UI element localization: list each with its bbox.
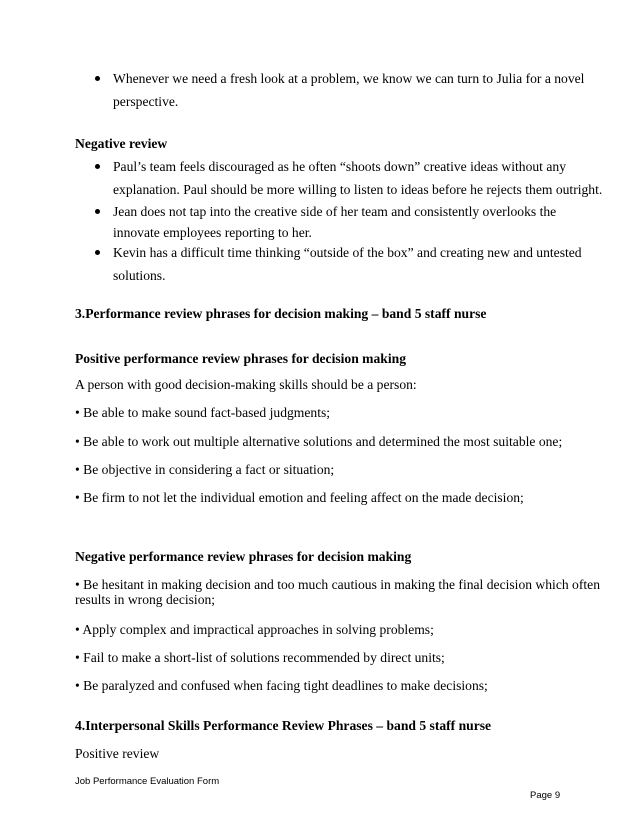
subsection-heading: Negative performance review phrases for decision making [75, 549, 412, 564]
bullet-text: Paul’s team feels discouraged as he often “shoots down” creative ideas without any [113, 159, 566, 174]
list-item: • Fail to make a short-list of solutions recommended by direct units; [75, 650, 445, 665]
bullet-icon [95, 164, 100, 169]
footer-page-number: Page 9 [530, 790, 561, 801]
bullet-text: Kevin has a difficult time thinking “outside of the box” and creating new and untested [113, 245, 582, 260]
subsection-heading: Positive performance review phrases for decision making [75, 351, 406, 366]
list-item: • Be firm to not let the individual emotion and feeling affect on the made decision; [75, 490, 524, 505]
section-heading: 4.Interpersonal Skills Performance Review Phrases – band 5 staff nurse [75, 718, 492, 733]
list-item: • Be able to make sound fact-based judgments; [75, 405, 331, 420]
list-item: results in wrong decision; [75, 592, 216, 607]
bullet-icon [95, 209, 100, 214]
bullet-text: perspective. [113, 94, 179, 109]
section-heading: 3.Performance review phrases for decision making – band 5 staff nurse [75, 306, 487, 321]
bullet-text: Jean does not tap into the creative side of her team and consistently overlooks the [113, 204, 557, 219]
bullet-icon [95, 250, 100, 255]
bullet-text: innovate employees reporting to her. [113, 225, 312, 240]
list-item: • Apply complex and impractical approaches in solving problems; [75, 622, 434, 637]
section-heading: Negative review [75, 136, 168, 151]
bullet-text: solutions. [113, 268, 166, 283]
paragraph: Positive review [75, 746, 160, 761]
bullet-icon [95, 76, 100, 81]
bullet-text: Whenever we need a fresh look at a problem, we know we can turn to Julia for a novel [113, 71, 585, 86]
list-item: • Be paralyzed and confused when facing tight deadlines to make decisions; [75, 678, 488, 693]
list-item: • Be able to work out multiple alternative solutions and determined the most suitable one; [75, 434, 563, 449]
paragraph: A person with good decision-making skills should be a person: [75, 377, 417, 392]
footer-form-title: Job Performance Evaluation Form [75, 776, 220, 787]
list-item: • Be objective in considering a fact or situation; [75, 462, 335, 477]
bullet-text: explanation. Paul should be more willing to listen to ideas before he rejects them outright. [113, 182, 603, 197]
list-item: • Be hesitant in making decision and too much cautious in making the final decision which often [75, 577, 600, 592]
